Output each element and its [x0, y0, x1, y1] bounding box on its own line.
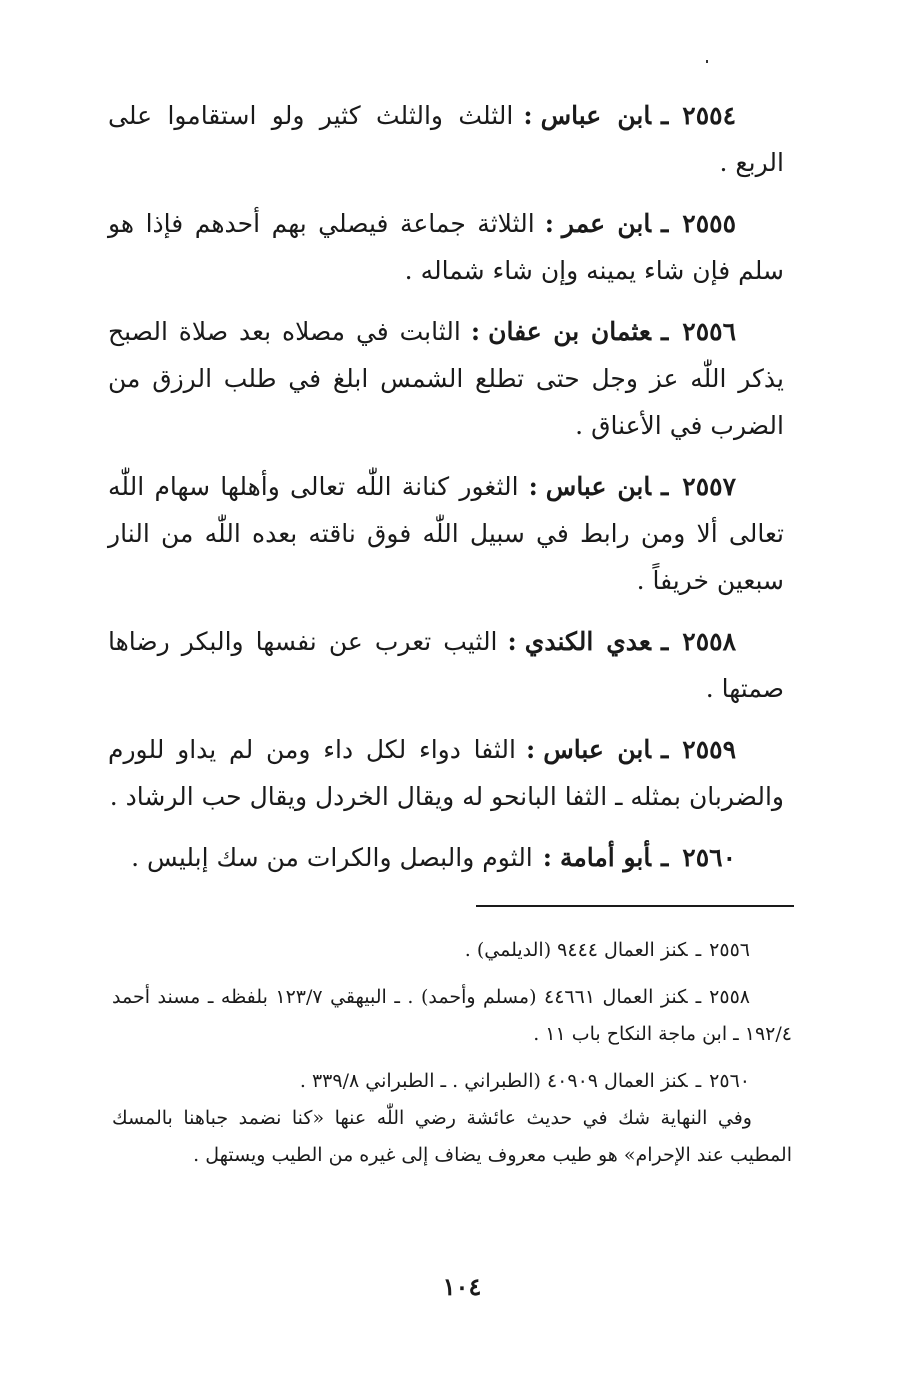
entry-text: الثلث والثلث كثير ولو استقاموا على الربع . — [108, 101, 784, 177]
hadith-entry — [108, 463, 784, 604]
hadith-entry — [108, 618, 784, 712]
entry-dash: ـ — [660, 843, 669, 872]
entry-colon: : — [528, 472, 538, 501]
entry-narrator: ابن عمر — [561, 209, 651, 238]
entry-colon: : — [544, 209, 554, 238]
footnote-text: كنز العمال ٤٠٩٠٩ (الطبراني . ـ الطبراني ٣٣٩/٨ . — [299, 1070, 688, 1092]
entry-dash: ـ — [660, 472, 669, 501]
footnote-number: ٢٥٦٠ — [709, 1070, 750, 1092]
entry-number: ٢٥٥٦ — [682, 317, 736, 346]
ink-speck — [706, 60, 708, 63]
hadith-entry — [108, 92, 784, 186]
footnote-number: ٢٥٥٨ — [709, 986, 750, 1008]
footnote-dash: ـ — [695, 1070, 702, 1092]
footnotes — [112, 932, 792, 1184]
entry-colon: : — [526, 735, 536, 764]
entry-colon: : — [507, 627, 517, 656]
hadith-entry — [108, 834, 784, 881]
entry-dash: ـ — [660, 735, 669, 764]
entry-dash: ـ — [660, 209, 669, 238]
footnote — [112, 932, 792, 969]
entry-text: الثيب تعرب عن نفسها والبكر رضاها صمتها . — [108, 627, 784, 703]
hadith-entry — [108, 200, 784, 294]
entry-dash: ـ — [660, 317, 669, 346]
footnote — [112, 979, 792, 1053]
entry-number: ٢٥٥٩ — [682, 735, 736, 764]
entry-colon: : — [470, 317, 481, 346]
entry-number: ٢٥٥٥ — [682, 209, 736, 238]
footnote-separator — [476, 905, 794, 907]
footnote-text: كنز العمال ٤٤٦٦١ (مسلم وأحمد) . ـ البيهقي ١٢٣/٧ بلفظه ـ مسند أحمد ١٩٢/٤ ـ ابن ماجة النكاح باب ١١ . — [112, 986, 792, 1045]
entry-colon: : — [523, 101, 533, 130]
footnote-dash: ـ — [695, 939, 702, 961]
entry-text: الثفا دواء لكل داء ومن لم يداو للورم والضربان بمثله ـ الثفا البانحو له ويقال الخردل ويقال حب الرشاد . — [108, 735, 784, 811]
entry-dash: ـ — [660, 627, 669, 656]
page-number: ١٠٤ — [442, 1272, 482, 1301]
footnote-continuation-text: وفي النهاية شك في حديث عائشة رضي اللّٰه عنها «كنا نضمد جباهنا بالمسك المطيب عند الإحرام» هو طيب معروف يضاف إلى غيره من الطيب ويستهل . — [112, 1107, 792, 1166]
footnote-text: كنز العمال ٩٤٤٤ (الديلمي) . — [464, 939, 688, 961]
entry-text: الثوم والبصل والكرات من سك إبليس . — [131, 843, 533, 872]
entry-number: ٢٥٦٠ — [682, 843, 736, 872]
entry-number: ٢٥٥٧ — [682, 472, 737, 501]
entry-number: ٢٥٥٨ — [682, 627, 737, 656]
entry-narrator: ابن عباس — [543, 735, 651, 764]
footnote-number: ٢٥٥٦ — [709, 939, 750, 961]
hadith-entries — [108, 92, 784, 895]
entry-text: الثغور كنانة اللّٰه تعالى وأهلها سهام اللّٰه تعالى ألا ومن رابط في سبيل اللّٰه فوق ناقته بعده اللّٰه من النار سبعين خريفاً . — [108, 472, 784, 595]
entry-narrator: ابن عباس — [545, 472, 651, 501]
entry-narrator: أبو أمامة — [560, 843, 651, 872]
entry-text: الثلاثة جماعة فيصلي بهم أحدهم فإذا هو سلم فإن شاء يمينه وإن شاء شماله . — [108, 209, 784, 285]
footnote-dash: ـ — [695, 986, 702, 1008]
entry-narrator: عثمان بن عفان — [488, 317, 651, 346]
entry-narrator: ابن عباس — [540, 101, 651, 130]
footnote — [112, 1063, 792, 1100]
footnote-continuation — [112, 1100, 792, 1174]
hadith-entry — [108, 726, 784, 820]
entry-narrator: عدي الكندي — [524, 627, 651, 656]
hadith-entry — [108, 308, 784, 449]
entry-text: الثابت في مصلاه بعد صلاة الصبح يذكر اللّٰه عز وجل حتى تطلع الشمس ابلغ في طلب الرزق من الضرب في الأعناق . — [108, 317, 784, 440]
entry-number: ٢٥٥٤ — [682, 101, 737, 130]
entry-dash: ـ — [660, 101, 669, 130]
entry-colon: : — [542, 843, 552, 872]
